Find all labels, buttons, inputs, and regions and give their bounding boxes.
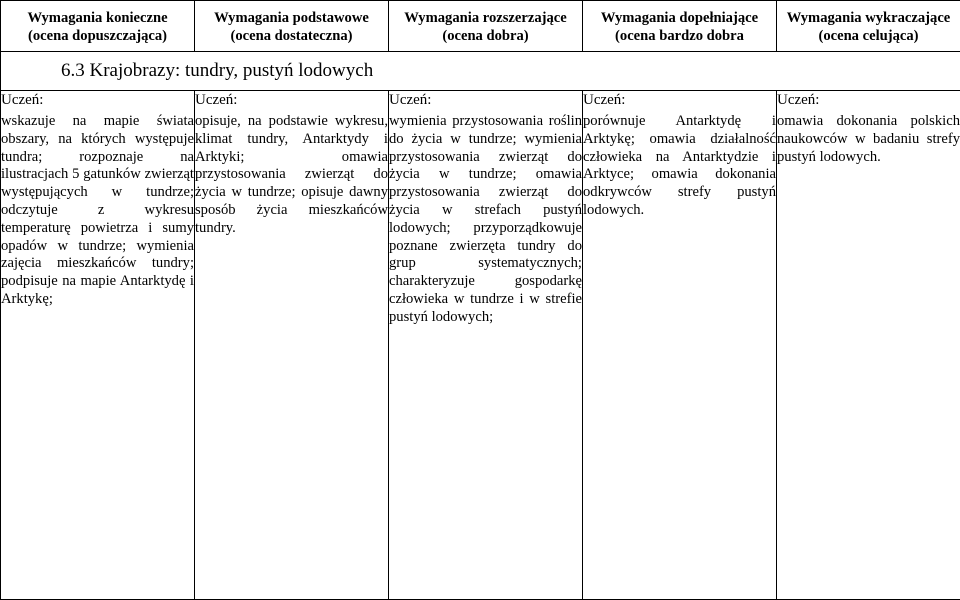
cell-lead: Uczeń: xyxy=(389,92,432,108)
cell-basic xyxy=(195,91,389,600)
cell-text: opisuje, na podstawie wykresu, klimat tundry, Antarktydy i Arktyki; omawia przystosowania zwierząt do życia w tundrze; opisuje dawny sposób życia mieszkańców tundry. xyxy=(195,113,388,236)
cell-supplementary xyxy=(583,91,777,600)
cell-necessary xyxy=(1,91,195,600)
cell-text: porównuje Antarktydę i Arktykę; omawia działalność człowieka na Antarktydzie i Arktyce; omawia dokonania odkrywców strefy pustyń lodowych. xyxy=(583,113,776,218)
cell-lead: Uczeń: xyxy=(777,92,820,108)
header-title: Wymagania podstawowe (ocena dostateczna) xyxy=(214,10,369,44)
header-title: Wymagania konieczne (ocena dopuszczająca) xyxy=(27,10,168,44)
cell-text: wskazuje na mapie świata obszary, na których występuje tundra; rozpoznaje na ilustracjach 5 gatunków zwierząt występujących w tundrze; odczytuje z wykresu temperaturę powietrza i sumy opadów w tundrze; wymienia zajęcia mieszkańców tundry; podpisuje na mapie Antarktydę i Arktykę; xyxy=(1,113,194,307)
header-title: Wymagania dopełniające (ocena bardzo dobra xyxy=(600,10,759,44)
cell-extended xyxy=(389,91,583,600)
header-cell-exceeding xyxy=(777,1,960,52)
cell-lead: Uczeń: xyxy=(1,92,44,108)
header-cell-basic xyxy=(195,1,389,52)
topic-title: 6.3 Krajobrazy: tundry, pustyń lodowych xyxy=(61,60,374,81)
header-cell-extended xyxy=(389,1,583,52)
header-row xyxy=(1,1,960,52)
header-title: Wymagania wykraczające (ocena celująca) xyxy=(786,10,951,44)
cell-lead: Uczeń: xyxy=(583,92,626,108)
header-cell-necessary xyxy=(1,1,195,52)
topic-row xyxy=(1,52,960,91)
cell-text: omawia dokonania polskich naukowców w badaniu strefy pustyń lodowych. xyxy=(777,113,960,165)
header-cell-supplementary xyxy=(583,1,777,52)
header-title: Wymagania rozszerzające (ocena dobra) xyxy=(404,10,567,44)
topic-cell xyxy=(1,52,960,91)
cell-lead: Uczeń: xyxy=(195,92,238,108)
requirements-row xyxy=(1,91,960,600)
cell-exceeding xyxy=(777,91,960,600)
cell-text: wymienia przystosowania roślin do życia w tundrze; wymienia przystosowania zwierząt do życia w tundrze; omawia przystosowania zwierząt do życia w strefach pustyń lodowych; przyporządkowuje poznane zwierzęta tundry do grup systematycznych; charakteryzuje gospodarkę człowieka w tundrze i w strefie pustyń lodowych; xyxy=(389,113,582,325)
